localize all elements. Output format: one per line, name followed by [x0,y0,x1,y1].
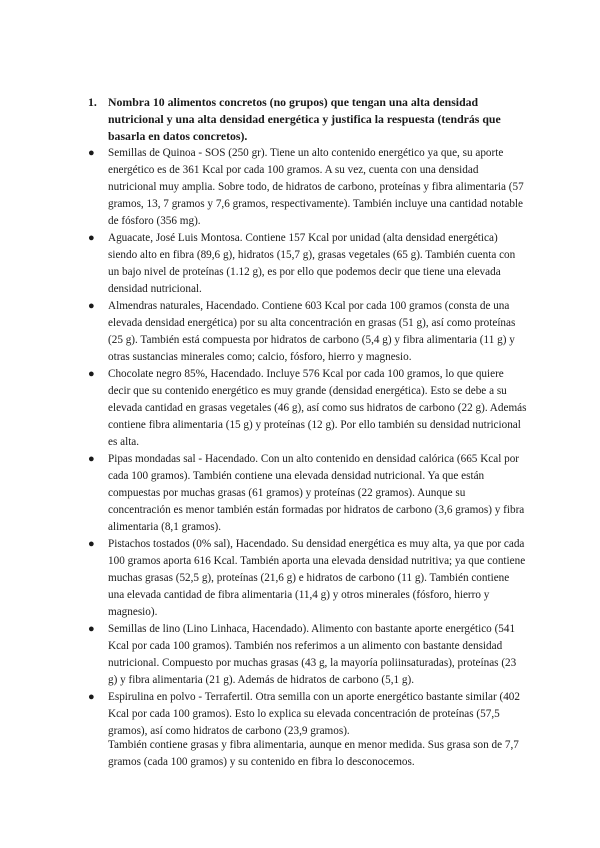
bullet-icon: ● [88,453,95,465]
question-number: 1. [88,95,97,109]
bullet-icon: ● [88,232,95,244]
list-item [88,689,528,740]
bullet-icon: ● [88,623,95,635]
list-item-text: Semillas de Quinoa - SOS (250 gr). Tiene un alto contenido energético ya que, su aporte energético es de 361 Kcal por cada 100 gramos. A su vez, cuenta con una densidad nutricional muy amplia. Sobre todo, de hidratos de carbono, proteínas y fibra alimentaria (57 gramos, 13, 7 gramos y 7,6 gramos, respectivamente). También incluye una cantidad notable de fósforo (356 mg). [108,147,524,227]
list-item-text: Almendras naturales, Hacendado. Contiene 603 Kcal por cada 100 gramos (consta de una elevada densidad energética) por su alta concentración en grasas (51 g), así como proteínas (25 g). También está compuesta por hidratos de carbono (5,4 g) y fibra alimentaria (11 g) y otras sustancias minerales como; calcio, fósforo, hierro y magnesio. [108,300,516,363]
food-list [88,145,528,740]
list-item [88,230,528,298]
question-heading [88,94,528,145]
list-item [88,621,528,689]
bullet-icon: ● [88,368,95,380]
bullet-icon: ● [88,300,95,312]
list-item-text: Pistachos tostados (0% sal), Hacendado. Su densidad energética es muy alta, ya que por cada 100 gramos aporta 616 Kcal. También aporta una elevada densidad nutritiva; ya que contiene muchas grasas (52,5 g), proteínas (21,6 g) e hidratos de carbono (11 g). También contiene una elevada cantidad de fibra alimentaria (11,4 g) y otros minerales (fósforo, hierro y magnesio). [108,538,526,618]
list-item [88,366,528,451]
list-item-text: Semillas de lino (Lino Linhaca, Hacendado). Alimento con bastante aporte energético (541 Kcal por cada 100 gramos). También nos referimos a un alimento con bastante densidad nutricional. Compuesto por muchas grasas (43 g, la mayoría poliinsaturadas), proteínas (23 g) y fibra alimentaria (21 g). Además de hidratos de carbono (5,1 g). [108,623,517,686]
question-text: Nombra 10 alimentos concretos (no grupos) que tengan una alta densidad nutricional y una alta densidad energética y justifica la respuesta (tendrás que basarla en datos concretos). [108,95,501,143]
list-item-text: Aguacate, José Luis Montosa. Contiene 157 Kcal por unidad (alta densidad energética) siendo alto en fibra (89,6 g), hidratos (15,7 g), grasas vegetales (65 g). También cuenta con un bajo nivel de proteínas (1.12 g), es por ello que podemos decir que tiene una elevada densidad nutricional. [108,232,516,295]
list-item [88,298,528,366]
bullet-icon: ● [88,691,95,703]
list-item-text: Pipas mondadas sal - Hacendado. Con un alto contenido en densidad calórica (665 Kcal por cada 100 gramos). También contiene una elevada densidad nutricional. Ya que están compuestas por muchas grasas (61 gramos) y proteínas (22 gramos). Aunque su concentración es menor también están formadas por hidratos de carbono (3,6 gramos) y fibra alimentaria (8,1 gramos). [108,453,525,533]
bullet-icon: ● [88,538,95,550]
bullet-icon: ● [88,147,95,159]
list-item [88,451,528,536]
list-item [88,145,528,230]
list-item [88,536,528,621]
list-item-text: Chocolate negro 85%, Hacendado. Incluye 576 Kcal por cada 100 gramos, lo que quiere decir que su contenido energético es muy grande (densidad energética). Esto se debe a su elevada cantidad en grasas vegetales (46 g), así como sus hidratos de carbono (22 g). Además contiene fibra alimentaria (15 g) y proteínas (12 g). Por ello también su densidad nutricional es alta. [108,368,527,448]
list-item-text: Espirulina en polvo - Terrafertil. Otra semilla con un aporte energético bastante similar (402 Kcal por cada 100 gramos). Esto lo explica su elevada concentración de proteínas (57,5 gramos), así como hidratos de carbono (23,9 gramos). [108,691,520,737]
continuation-paragraph: También contiene grasas y fibra alimentaria, aunque en menor medida. Sus grasa son de 7,7 gramos (cada 100 gramos) y su contenido en fibra lo desconocemos. [108,739,519,768]
